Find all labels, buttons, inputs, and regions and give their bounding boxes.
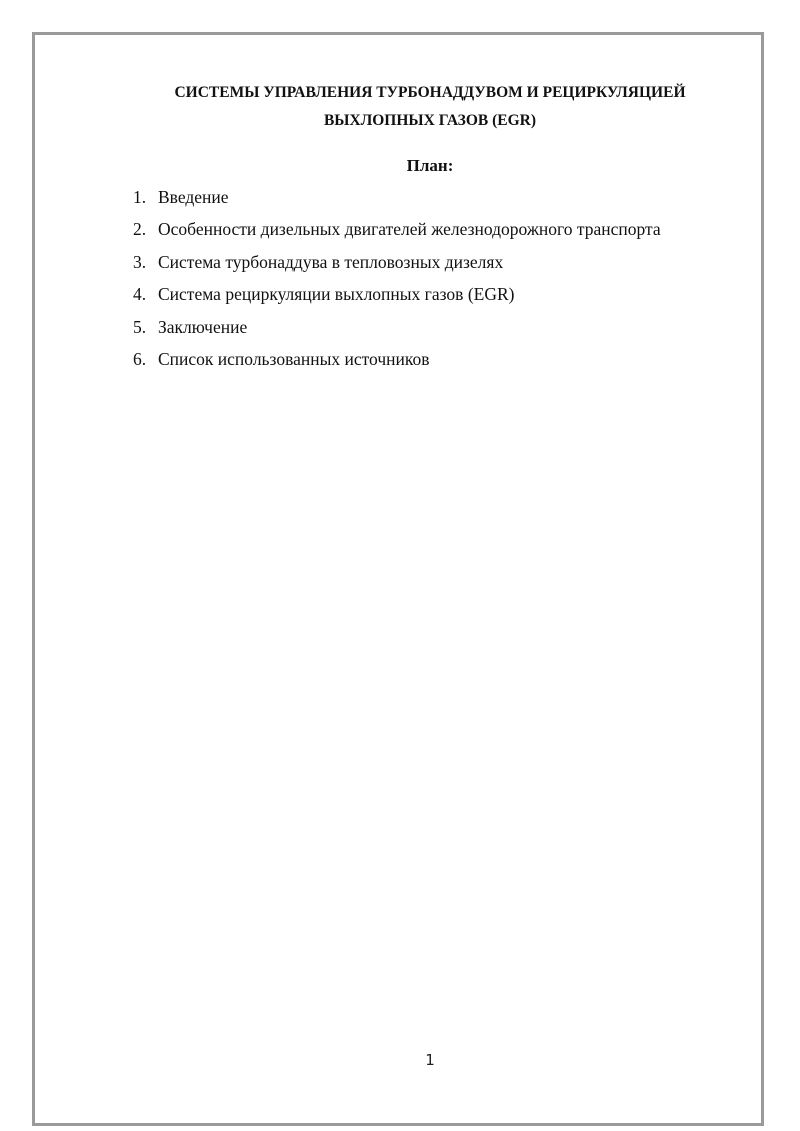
plan-item-text: Список использованных источников xyxy=(158,348,430,369)
plan-item xyxy=(133,347,661,379)
plan-item-number: 2. xyxy=(133,219,147,240)
document-title xyxy=(35,79,800,135)
plan-item-text: Заключение xyxy=(158,316,248,337)
plan-item-number: 5. xyxy=(133,316,147,337)
plan-list xyxy=(133,185,661,379)
plan-item-text: Система турбонаддува в тепловозных дизелях xyxy=(158,251,504,272)
plan-item xyxy=(133,282,661,314)
plan-item xyxy=(133,217,661,249)
plan-heading: План: xyxy=(406,156,454,175)
plan-item-text: Особенности дизельных двигателей железнодорожного транспорта xyxy=(158,219,661,240)
plan-item-text: Введение xyxy=(158,187,229,207)
plan-item-number: 3. xyxy=(133,251,147,272)
plan-item-text: Система рециркуляции выхлопных газов (EGR) xyxy=(158,284,515,305)
plan-item-number: 4. xyxy=(133,284,147,305)
plan-item xyxy=(133,250,661,282)
page-number: 1 xyxy=(425,1051,435,1069)
plan-item-number: 1. xyxy=(133,187,147,207)
plan-item-number: 6. xyxy=(133,348,147,369)
document-page xyxy=(32,32,764,1126)
plan-item xyxy=(133,185,661,217)
title-line-2: ВЫХЛОПНЫХ ГАЗОВ (EGR) xyxy=(323,112,537,129)
plan-item xyxy=(133,315,661,347)
title-line-1: СИСТЕМЫ УПРАВЛЕНИЯ ТУРБОНАДДУВОМ И РЕЦИРКУЛЯЦИЕЙ xyxy=(174,84,686,101)
